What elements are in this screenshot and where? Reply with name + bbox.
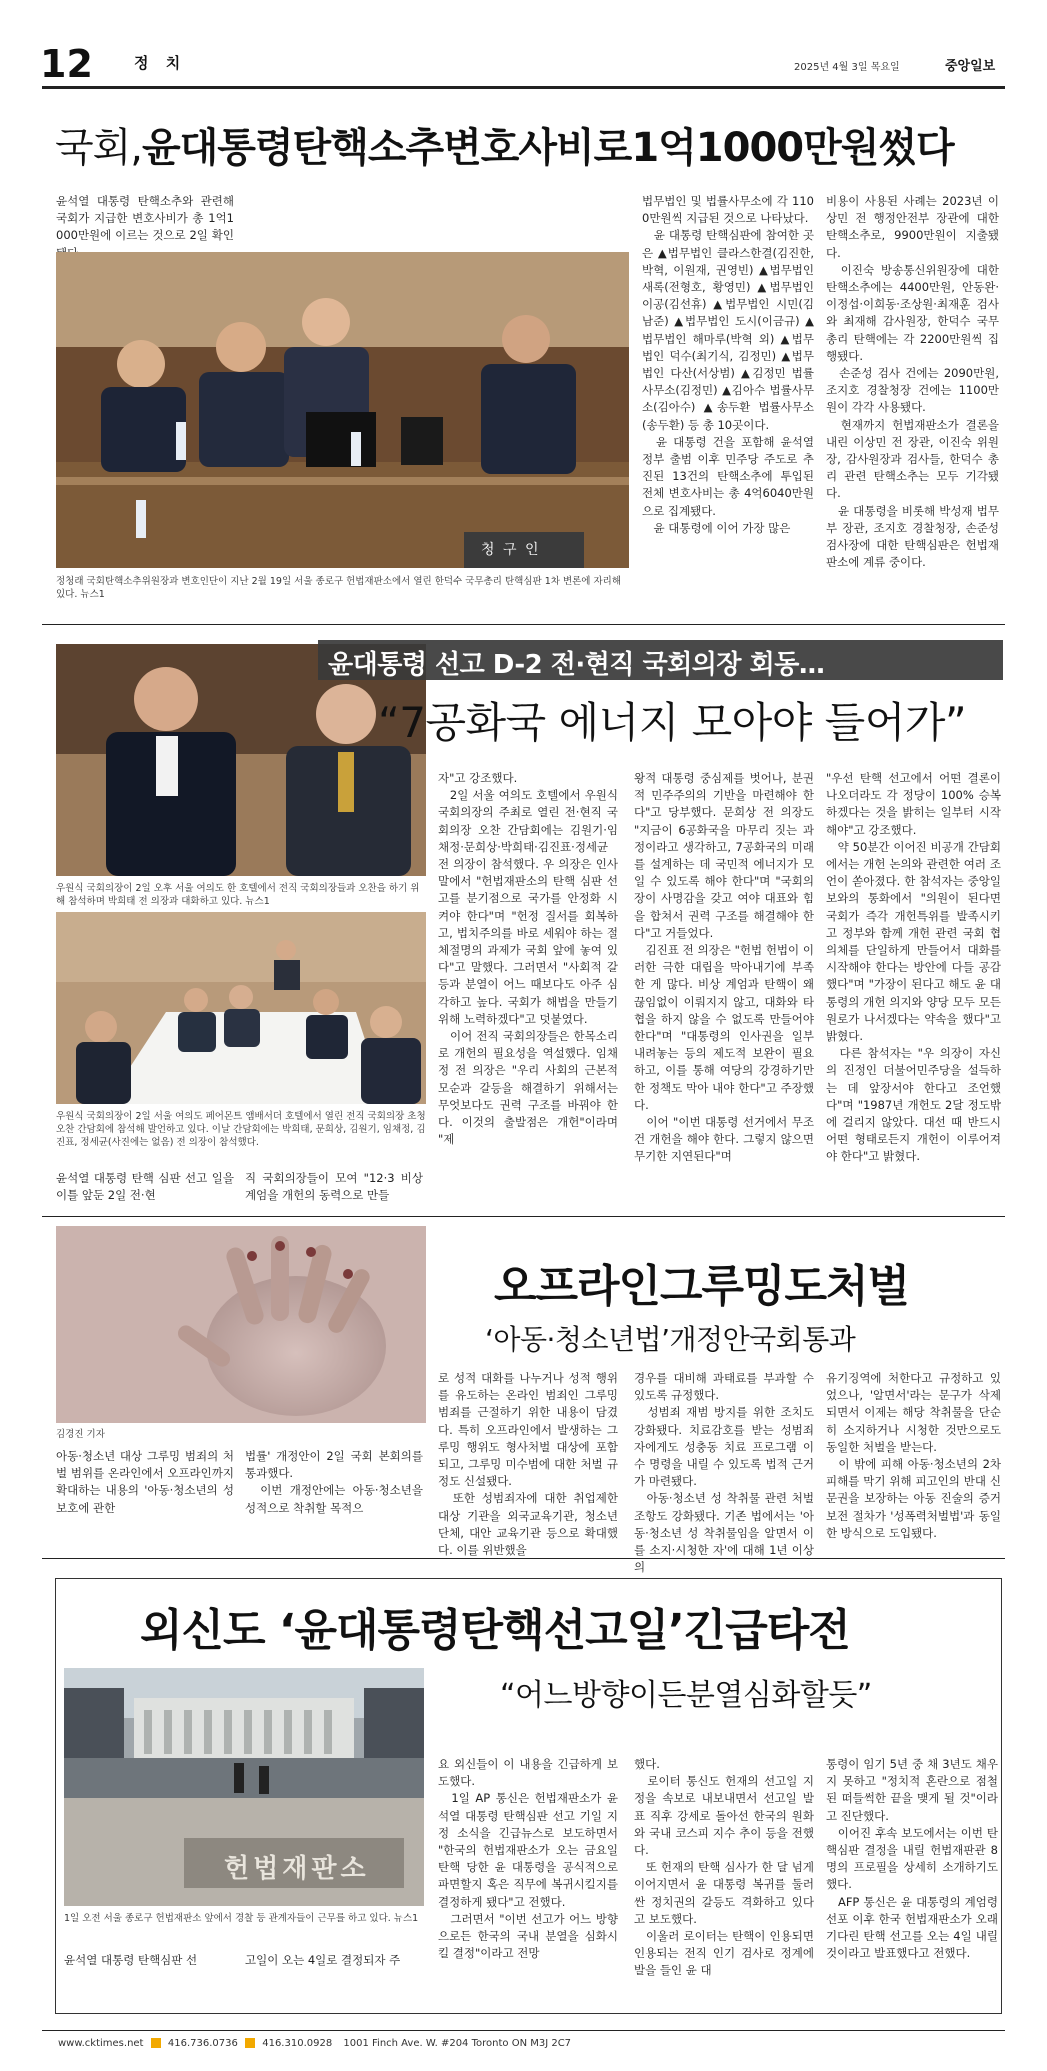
story3-col2: 법률' 개정안이 2일 국회 본회의를 통과했다. 이번 개정안에는 아동·청소년을 성적으로 착취할 목적으 bbox=[245, 1449, 423, 1515]
footer-rule bbox=[42, 2030, 1005, 2031]
story2-kicker: 윤대통령 선고 D-2 전·현직 국회의장 회동… bbox=[328, 650, 825, 680]
story3-col3: 로 성적 대화를 나누거나 성적 행위를 유도하는 온라인 범죄인 그루밍 범죄를 근절하기 위한 내용이 담겼다. 특히 오프라인에서 발생하는 그루밍 행위도 형사처벌 대상에 포함되고, 그루밍 미수범에 대한 처벌 규정도 신설됐다. 또한 성범죄자에 대한 취업제한 대상 기관을 외국교육기관, 청소년 단체, 대안 교육기관 등으로 확대했다. 이를 위반했을 bbox=[438, 1371, 618, 1558]
story1-headline-main: 윤대통령탄핵소추변호사비로1억1000만원썼다 bbox=[142, 125, 954, 171]
story2-col5: "우선 탄핵 선고에서 어떤 결론이 나오더라도 각 정당이 100% 승복하겠다는 것을 밝히는 일부터 시작해야"고 강조했다. 약 50분간 이어진 비공개 간담회에서는 개헌 논의와 관련한 여러 조언이 쏟아졌다. 한 참석자는 중앙일보와의 통화에서 "의원이 된다면 국회가 즉각 개헌특위를 발족시키고 정부와 함께 개헌 관련 국회 협의체를 단일하게 만들어서 대화를 시작해야 한다는 방안에 다들 공감했다"며 "가장이 된다고 해도 윤 대통령의 개헌 의지와 양당 모두 모든 원로가 나서겠다는 약속을 했다"고 밝혔다. 다른 참석자는 "우 의장이 자신의 진정인 더불어민주당을 설득하는 데 앞장서야 한다고 조언했다"며 "1987년 개헌도 2달 정도밖에 걸리지 않았다. 대선 때 반드시 어떤 형태로든지 개헌이 이루어져야 한다"고 밝혔다. bbox=[826, 771, 1001, 1164]
story2-col2: 직 국회의장들이 모여 "12·3 비상계엄을 개헌의 동력으로 만들 bbox=[245, 1171, 423, 1203]
story3-col4: 경우를 대비해 과태료를 부과할 수 있도록 규정했다. 성범죄 재범 방지를 위한 조치도 강화됐다. 치료감호를 받는 성범죄자에게도 성충동 치료 프로그램 이수 명령을 내릴 수 있도록 법적 근거가 마련됐다. 아동·청소년 성 착취물 관련 처벌 조항도 강화됐다. 기존 법에서는 '아동·청소년 성 착취물임을 알면서 이를 소지·시청한 자'에 대해 1년 이상의 bbox=[634, 1371, 814, 1575]
header-rule bbox=[42, 86, 1005, 89]
story3-subhead: ‘아동·청소년법’개정안국회통과 bbox=[485, 1323, 856, 1356]
story4-headline: 외신도 ‘윤대통령탄핵선고일’긴급타전 bbox=[140, 1605, 850, 1656]
story2-col1: 윤석열 대통령 탄핵 심판 선고 일을 이틀 앞둔 2일 전·현 bbox=[56, 1171, 238, 1203]
story4-col5: 통령이 임기 5년 중 채 3년도 채우지 못하고 "정치적 혼란으로 점철된 떠들썩한 끝을 맺게 될 것"이라고 진단했다. 이어진 후속 보도에서는 이번 탄핵심판 결정을 내릴 헌법재판관 8명의 프로필을 상세히 소개하기도 했다. AFP 통신은 윤 대통령의 계엄령 선포 이후 한국 헌법재판소가 오래 기다린 탄핵 선고를 오는 4일 내릴 것이라고 발표했다고 전했다. bbox=[826, 1757, 998, 1961]
story1-col4: 법무법인 및 법률사무소에 각 1100만원씩 지급된 것으로 나타났다. 윤 대통령 탄핵심판에 참여한 곳은 ▲법무법인 클라스한결(김진한, 박혁, 이원재, 권영빈) ▲법무법인 새록(전형호, 황영민) ▲법무법인 이공(김선휴) ▲법무법인 시민(김남준) ▲법무법인 도시(이금규) ▲법무법인 해마루(박혁 외) ▲법무법인 덕수(최기식, 김정민) ▲법무법인 다산(서상범) ▲김정민 법률사무소(김정민) ▲김아수 법률사무소(김아수) ▲송두환 법률사무소(송두환) 등 총 10곳이다. 윤 대통령 건을 포함해 윤석열 정부 출범 이후 민주당 주도로 추진된 13건의 탄핵소추에 투입된 전체 변호사비는 총 4억6040만원으로 집계됐다. 윤 대통령에 이어 가장 많은 bbox=[642, 194, 814, 535]
story3-headline: 오프라인그루밍도처벌 bbox=[494, 1261, 910, 1312]
footer-phone-2: 416.310.0928 bbox=[262, 2038, 333, 2049]
page-header bbox=[40, 42, 1005, 86]
story4-photo-caption: 1일 오전 서울 종로구 헌법재판소 앞에서 경찰 등 관계자들이 근무를 하고 있다. 뉴스1 bbox=[64, 1913, 419, 1924]
story3-photo-caption: 김경진 기자 bbox=[56, 1429, 105, 1440]
fax-icon bbox=[245, 2038, 255, 2048]
story2-col4: 왕적 대통령 중심제를 벗어나, 분권적 민주주의의 기반을 마련해야 한다"고 당부했다. 문희상 전 의장도 "지금이 6공화국을 마무리 짓는 과정이라고 생각하고, 7공화국의 미래를 설계하는 데 국민적 에너지가 모일 수 있도록 해야 한다"며 "국회의장이 사명감을 갖고 여야 대표와 힘을 합쳐서 권력 구조를 해결해야 한다"고 거들었다. 김진표 전 의장은 "헌법 헌법이 이러한 극한 대립을 막아내기에 부족한 게 많다. 비상 계엄과 탄핵이 왜 끊임없이 이뤄지지 않고, 대화와 타협을 하지 않을 수 없도록 만들어야 한다"며 "대통령의 인사권을 일부 내려놓는 등의 제도적 보완이 필요하고, 이를 통해 여당의 강경하기만 한 정책도 막아 내야 한다"고 주장했다. 이어 "이번 대통령 선거에서 무조건 개헌을 해야 한다. 그렇지 않으면 무기한 지연된다"며 bbox=[634, 771, 814, 1164]
story1-photo-caption: 정청래 국회탄핵소추위원장과 변호인단이 지난 2월 19일 서울 종로구 헌법재판소에서 열린 한덕수 국무총리 탄핵심판 1차 변론에 자리해 있다. 뉴스1 bbox=[56, 576, 622, 600]
story2-photo-2 bbox=[56, 912, 426, 1104]
story1-bottom-rule bbox=[42, 624, 1005, 625]
phone-icon bbox=[151, 2038, 161, 2048]
story3-photo bbox=[56, 1226, 426, 1423]
footer-website[interactable]: www.cktimes.net bbox=[58, 2038, 144, 2049]
footer-address: 1001 Finch Ave. W. #204 Toronto ON M3J 2C7 bbox=[343, 2038, 572, 2049]
story4-subhead: “어느방향이든분열심화할듯” bbox=[500, 1678, 872, 1713]
story4-photo bbox=[64, 1668, 424, 1906]
story2-col3: 자"고 강조했다. 2일 서울 여의도 호텔에서 우원식 국회의장의 주최로 열린 전·현직 국회의장 오찬 간담회에는 김원기·임채정·문희상·박희태·김진표·정세균 전 의장이 참석했다. 우 의장은 인사말에서 "헌법재판소의 탄핵 심판 선고를 분기점으로 국가를 안정화 시켜야 한다"며 "헌정 질서를 회복하고, 법치주의를 바로 세워야 하는 절체절명의 과제가 국회 앞에 놓여 있다"고 말했다. 그러면서 "사회적 갈등과 분열이 어느 때보다도 아주 심각하고 높다. 국회가 해법을 만들기 위해 노력하겠다"고 덧붙였다. 이어 전직 국회의장들은 한목소리로 개헌의 필요성을 역설했다. 임채정 전 의장은 "우리 사회의 근본적 모순과 갈등을 해결하기 위해서는 무엇보다도 권력 구조를 바꿔야 한다. 이것의 출발점은 개헌"이라며 "제 bbox=[438, 771, 618, 1147]
story2-photo2-caption: 우원식 국회의장이 2일 서울 여의도 페어몬트 앰배서더 호텔에서 열린 전직 국회의장 초청 오찬 간담회에 참석해 발언하고 있다. 이날 간담회에는 박희태, 문희상, 김원기, 임채정, 김진표, 정세균(사진에는 없음) 전 의장이 참석했다. bbox=[56, 1111, 426, 1148]
story1-col1: 윤석열 대통령 탄핵소추와 관련해 국회가 지급한 변호사비가 총 1억1000만원에 이르는 것으로 2일 확인 bbox=[56, 194, 234, 243]
section-name: 정 치 bbox=[134, 54, 187, 72]
story3-col1: 아동·청소년 대상 그루밍 범죄의 처벌 범위를 온라인에서 오프라인까지 확대하는 내용의 '아동·청소년의 성보호에 관한 bbox=[56, 1449, 238, 1515]
story4-photo-sign: 헌법재판소 bbox=[224, 1854, 370, 1884]
story1-col5: 비용이 사용된 사례는 2023년 이상민 전 행정안전부 장관에 대한 탄핵소추로, 9900만원이 지출됐다. 이진숙 방송통신위원장에 대한 탄핵소추에는 4400만원, 안동완·이정섭·이희동·조상원·최재훈 검사와 최재해 감사원장, 한덕수 국무총리 탄핵에는 각 2200만원씩 집행됐다. 손준성 검사 건에는 2090만원, 조지호 경찰청장 건에는 1100만원이 각각 사용됐다. 현재까지 헌법재판소가 결론을 내린 이상민 전 장관, 이진숙 위원장, 감사원장과 검사들, 한덕수 총리 관련 탄핵소추는 모두 기각됐다. 윤 대통령을 비롯해 박성재 법무부 장관, 조지호 경찰청장, 손준성 검사장에 대한 탄핵심판은 헌법재판소에 계류 중이다. bbox=[826, 194, 999, 570]
story1-headline-prefix: 국회, bbox=[55, 125, 142, 171]
story4-col4: 했다. 로이터 통신도 헌재의 선고일 지정을 속보로 내보내면서 선고일 발표 직후 강세로 돌아선 한국의 원화와 국내 코스피 지수 추이 등을 전했다. 또 헌재의 탄핵 심사가 한 달 넘게 이어지면서 윤 대통령 복귀를 둘러싼 정치권의 갈등도 격화하고 있다고 보도했다. 이울러 로이터는 탄핵이 인용되면 인용되는 전직 인기 검사로 정계에 발을 들인 윤 대 bbox=[634, 1757, 814, 1978]
story1-photo bbox=[56, 252, 629, 568]
story2-headline: “7공화국 에너지 모아야 들어가” bbox=[378, 698, 967, 747]
story3-bottom-rule bbox=[42, 1558, 1005, 1559]
story1-photo-sign: 청 구 인 bbox=[481, 542, 541, 558]
issue-date: 2025년 4월 3일 목요일 bbox=[794, 62, 900, 73]
courtroom-illustration bbox=[56, 252, 629, 568]
page-number: 12 bbox=[40, 42, 93, 86]
hand-silhouette-illustration bbox=[56, 1226, 426, 1423]
story3-col5: 유기징역에 처한다고 규정하고 있었으나, '알면서'라는 문구가 삭제되면서 이제는 해당 착취물을 단순히 소지하거나 시청한 것만으로도 동일한 처벌을 받는다. 이 밖에 피해 아동·청소년의 2차 피해를 막기 위해 피고인의 반대 신문권을 보장하는 아동 진술의 증거보전 절차가 '성폭력처벌법'과 동일한 방식으로 도입됐다. bbox=[826, 1371, 1001, 1540]
footer bbox=[58, 2038, 758, 2054]
story4-col2: 고일이 오는 4일로 결정되자 주 bbox=[245, 1953, 401, 1967]
story2-photo1-caption: 우원식 국회의장이 2일 오후 서울 여의도 한 호텔에서 전직 국회의장들과 오찬을 하기 위해 참석하며 박희태 전 의장과 대화하고 있다. 뉴스1 bbox=[56, 883, 420, 907]
story1-headline bbox=[55, 116, 954, 173]
luncheon-illustration bbox=[56, 912, 426, 1104]
story4-col1: 윤석열 대통령 탄핵심판 선 bbox=[64, 1953, 198, 1967]
story4-col3: 요 외신들이 이 내용을 긴급하게 보도했다. 1일 AP 통신은 헌법재판소가 윤석열 대통령 탄핵심판 선고 기일 지정 소식을 긴급뉴스로 보도하면서 "한국의 헌법재판소가 오는 금요일 탄핵 당한 윤 대통령을 공식적으로 파면할지 혹은 직무에 복귀시킬지를 결정하게 됐다"고 전했다. 그러면서 "이번 선고가 어느 방향으로든 한국의 국내 분열을 심화시킬 결정"이라고 전망 bbox=[438, 1757, 618, 1961]
paper-name: 중앙일보 bbox=[945, 59, 996, 74]
footer-phone-1: 416.736.0736 bbox=[167, 2038, 238, 2049]
story2-bottom-rule bbox=[42, 1216, 1005, 1217]
